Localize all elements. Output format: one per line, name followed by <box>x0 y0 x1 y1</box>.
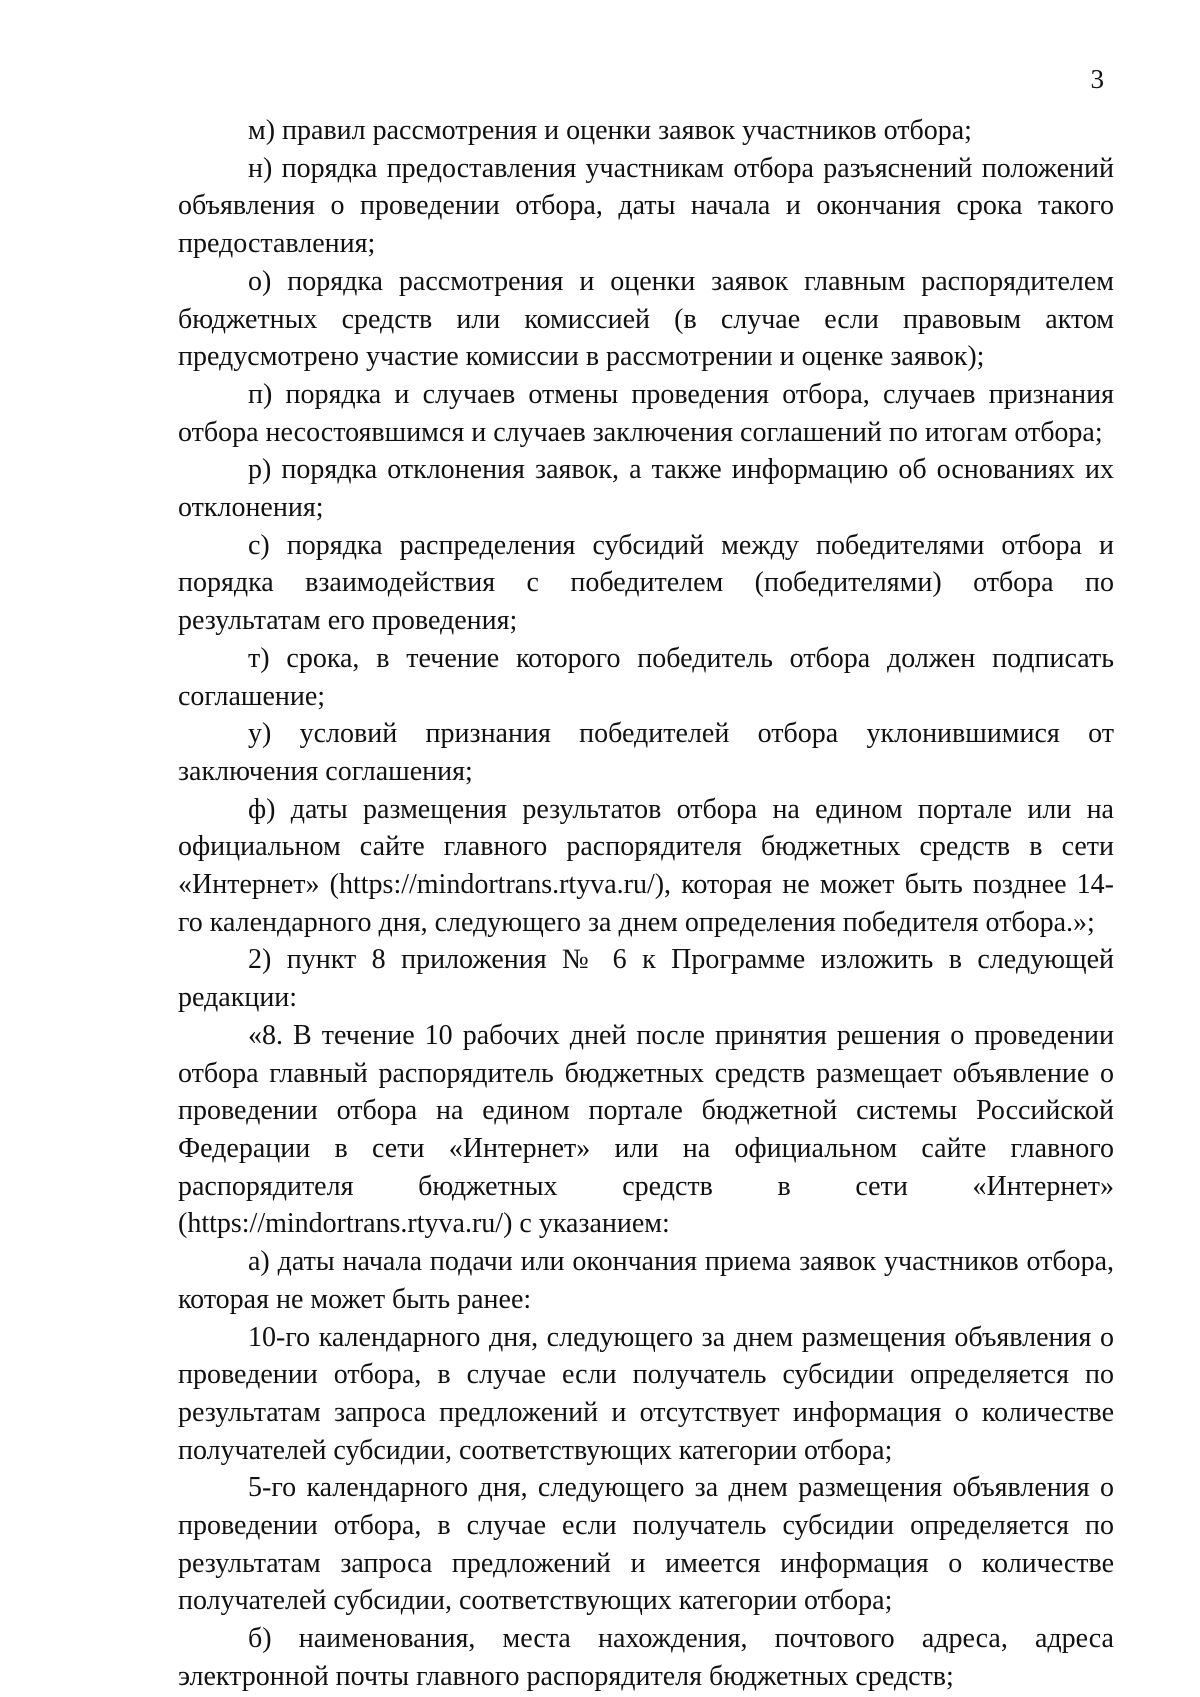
paragraph-o: о) порядка рассмотрения и оценки заявок главным распорядителем бюджетных средств или комиссией (в случае если правовым актом предусмотрено участие комиссии в рассмотрении и оценке заявок); <box>178 265 1114 373</box>
paragraph-u: у) условий признания победителей отбора уклонившимися от заключения соглашения; <box>178 718 1114 787</box>
page-number: 3 <box>1090 64 1104 94</box>
paragraph-r: р) порядка отклонения заявок, а также информацию об основаниях их отклонения; <box>178 454 1114 524</box>
paragraph-m: м) правил рассмотрения и оценки заявок участников отбора; <box>248 115 972 146</box>
paragraph-item-2: 2) пункт 8 приложения № 6 к Программе изложить в следующей редакции: <box>178 944 1114 1014</box>
paragraph-n: н) порядка предоставления участникам отбора разъяснений положений объявления о проведении отбора, даты начала и окончания срока такого предоставления; <box>178 152 1114 260</box>
paragraph-point-8: «8. В течение 10 рабочих дней после принятия решения о проведении отбора главный распорядитель бюджетных средств размещает объявление о проведении отбора на едином портале бюджетной системы Российской Федерации в сети «Интернет» или на официальном сайте главного распорядителя бюджетных средств в сети «Интернет» (https://mindortrans.rtyva.ru/) с указанием: <box>178 1019 1114 1240</box>
paragraph-b: б) наименования, места нахождения, почтового адреса, адреса электронной почты главного распорядителя бюджетных средств; <box>178 1623 1114 1692</box>
paragraph-p: п) порядка и случаев отмены проведения отбора, случаев признания отбора несостоявшимся и случаев заключения соглашений по итогам отбора; <box>178 378 1114 448</box>
paragraph-f: ф) даты размещения результатов отбора на едином портале или на официальном сайте главного распорядителя бюджетных средств в сети «Интернет» (https://mindortrans.rtyva.ru/), которая не может быть позднее 14-го календарного дня, следующего за днем определения победителя отбора.»; <box>178 793 1114 938</box>
paragraph-a: а) даты начала подачи или окончания приема заявок участников отбора, которая не может быть ранее: <box>178 1246 1114 1315</box>
paragraph-5th-day: 5-го календарного дня, следующего за днем размещения объявления о проведении отбора, в случае если получатель субсидии определяется по результатам запроса предложений и имеется информация о количестве получателей субсидии, соответствующих категории отбора; <box>178 1472 1114 1617</box>
paragraph-s: с) порядка распределения субсидий между победителями отбора и порядка взаимодействия с победителем (победителями) отбора по результатам его проведения; <box>178 529 1114 637</box>
document-body <box>178 112 1114 1696</box>
paragraph-t: т) срока, в течение которого победитель отбора должен подписать соглашение; <box>178 642 1114 712</box>
paragraph-10th-day: 10-го календарного дня, следующего за днем размещения объявления о проведении отбора, в случае если получатель субсидии определяется по результатам запроса предложений и отсутствует информация о количестве получателей субсидии, соответствующих категории отбора; <box>178 1321 1114 1466</box>
